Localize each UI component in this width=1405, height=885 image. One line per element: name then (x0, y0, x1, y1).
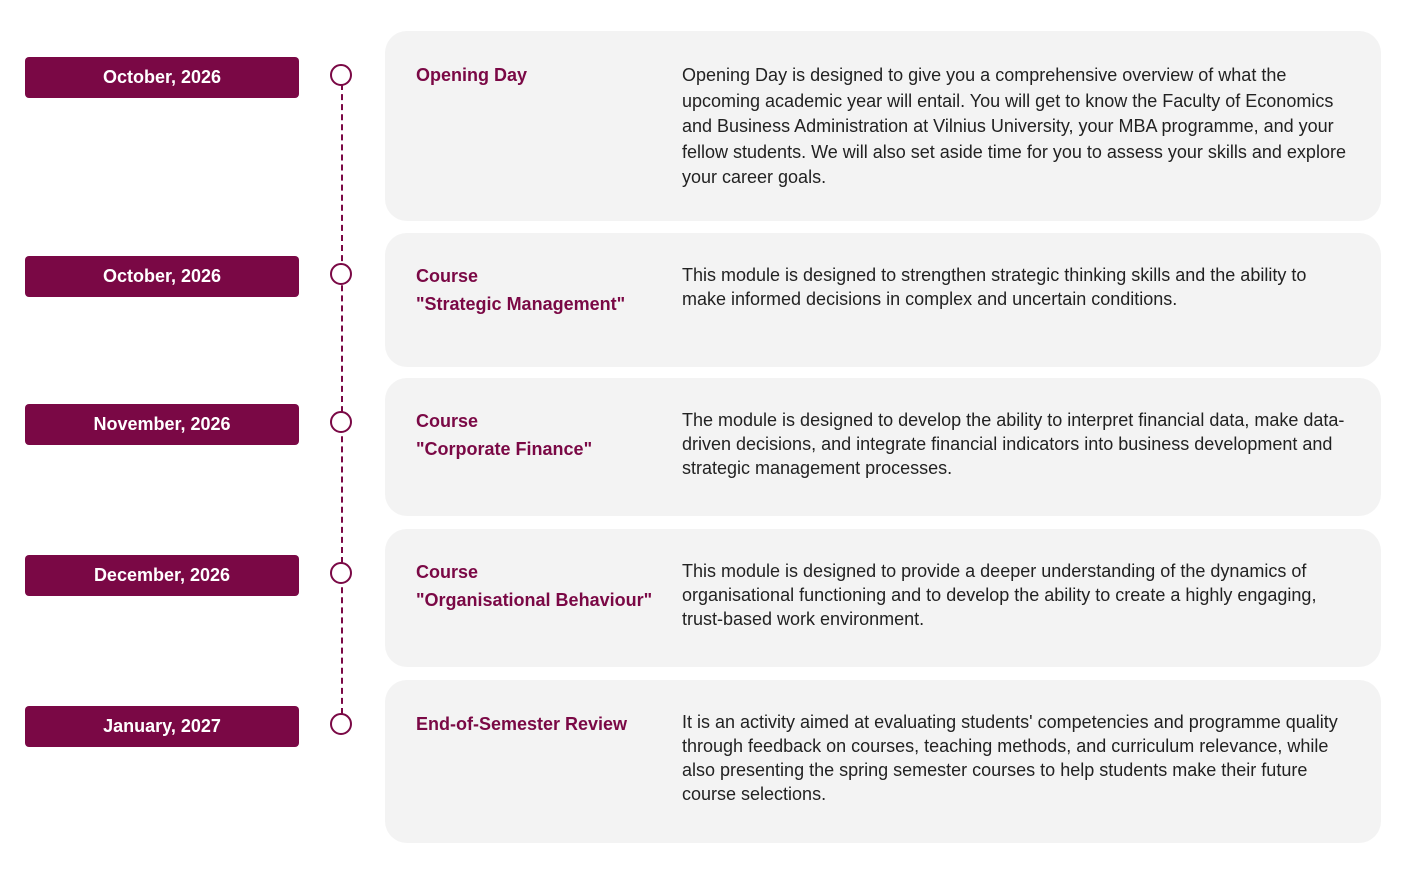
event-title-line: Course (416, 562, 479, 582)
date-badge-4: December, 2026 (25, 555, 299, 596)
event-title-4 (416, 558, 666, 614)
event-card-5 (385, 680, 1381, 843)
event-title-line: Course (416, 411, 479, 431)
timeline-node-3 (330, 411, 352, 433)
event-card-3 (385, 378, 1381, 516)
event-title-1 (416, 61, 666, 89)
event-title-line: Course (416, 266, 479, 286)
event-description-2: This module is designed to strengthen strategic thinking skills and the ability to make informed decisions in complex and uncertain conditions. (682, 265, 1307, 309)
event-description-3: The module is designed to develop the ability to interpret financial data, make data-driven decisions, and integrate financial indicators into business development and strategic management processes. (682, 410, 1345, 478)
event-card-2 (385, 233, 1381, 367)
event-title-line: Opening Day (416, 65, 528, 85)
timeline-node-5 (330, 713, 352, 735)
event-description-5: It is an activity aimed at evaluating students' competencies and programme quality through feedback on courses, teaching methods, and curriculum relevance, while also presenting the spring semester courses to help students make their future course selections. (682, 712, 1338, 804)
timeline-node-2 (330, 263, 352, 285)
event-title-line: "Strategic Management" (416, 294, 626, 314)
date-badge-3: November, 2026 (25, 404, 299, 445)
timeline-connector (341, 84, 343, 714)
event-title-line: End-of-Semester Review (416, 714, 628, 734)
date-badge-1: October, 2026 (25, 57, 299, 98)
event-description-4: This module is designed to provide a deeper understanding of the dynamics of organisational functioning and to develop the ability to create a highly engaging, trust-based work environment. (682, 561, 1317, 629)
event-card-1 (385, 31, 1381, 221)
event-title-2 (416, 262, 666, 318)
event-title-line: "Corporate Finance" (416, 439, 593, 459)
date-badge-5: January, 2027 (25, 706, 299, 747)
event-title-3 (416, 407, 666, 463)
date-badge-2: October, 2026 (25, 256, 299, 297)
event-description-1: Opening Day is designed to give you a comprehensive overview of what the upcoming academic year will entail. You will get to know the Faculty of Economics and Business Administration at Vilnius University, your MBA programme, and your fellow students. We will also set aside time for you to assess your skills and explore your career goals. (682, 65, 1346, 187)
event-card-4 (385, 529, 1381, 667)
event-title-5 (416, 710, 666, 738)
timeline-node-4 (330, 562, 352, 584)
timeline-node-1 (330, 64, 352, 86)
event-title-line: "Organisational Behaviour" (416, 590, 653, 610)
